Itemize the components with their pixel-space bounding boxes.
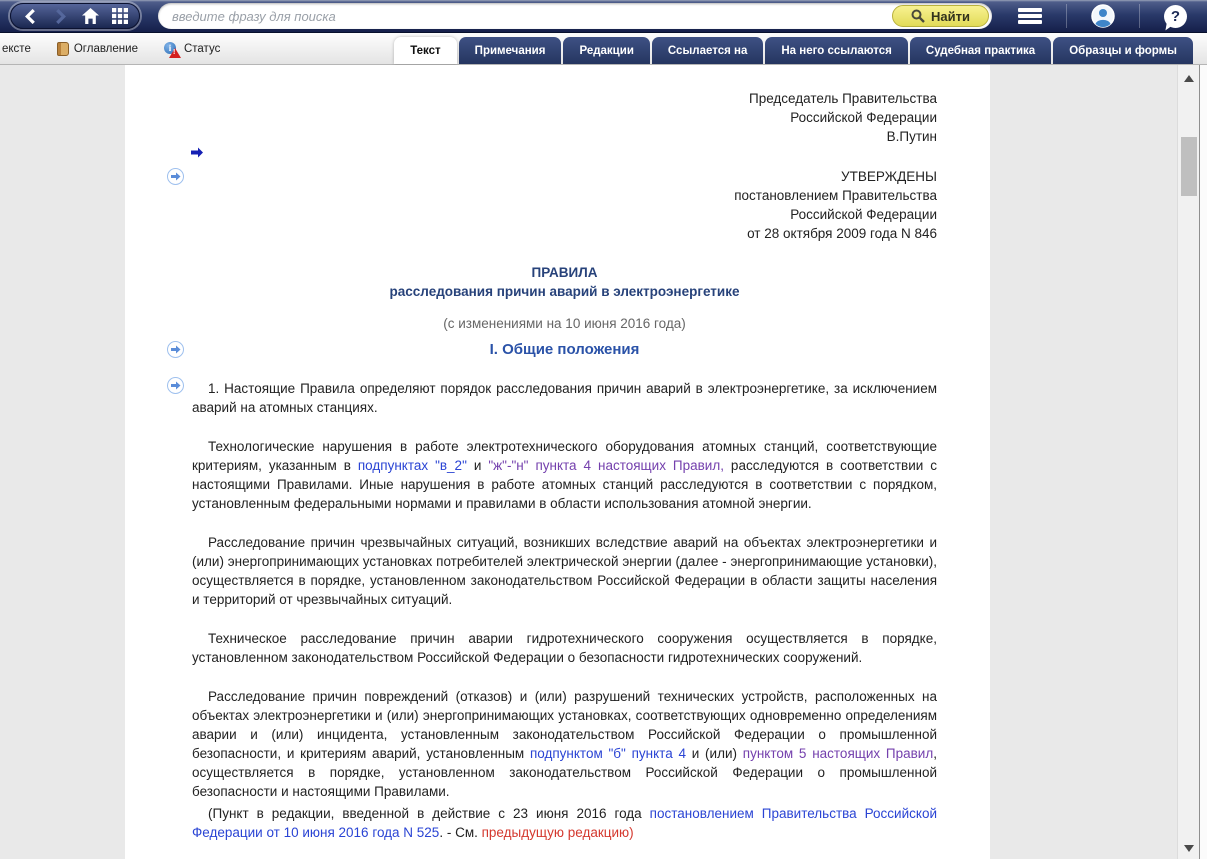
document-link[interactable]: подпунктах "в_2" [357, 458, 467, 473]
document-text: Расследование причин чрезвычайных ситуаций, возникших вследствие аварий на объектах электроэнергетики и (или) энергопринимающих установках потребителей электрической энергии (далее - энергопринимающие установки), осуществляется в порядке, установленном законодательством Российской Федерации в области защиты населения и территорий от чрезвычайных ситуаций. [192, 535, 937, 607]
document-link[interactable]: постановлением Правительства Российской Федерации от 10 июня 2016 года N 525 [192, 806, 937, 840]
home-button[interactable] [81, 8, 99, 24]
help-icon: ? [1164, 5, 1187, 28]
help-button[interactable] [1164, 5, 1187, 28]
grid-icon [112, 8, 128, 24]
document-paragraph [192, 533, 937, 609]
search-icon [911, 9, 925, 23]
signature-line: Председатель Правительства [749, 91, 937, 106]
menu-button[interactable] [1018, 8, 1042, 24]
document-tab-0[interactable]: Текст [394, 37, 456, 64]
find-button-label: Найти [931, 8, 970, 24]
document-link[interactable]: "ж"-"н" пункта 4 настоящих Правил, [488, 458, 724, 473]
document-text: и [466, 458, 489, 473]
document-text: . - См. [439, 825, 482, 840]
approved-line: от 28 октября 2009 года N 846 [747, 226, 937, 241]
triangle-up-icon [1184, 75, 1194, 82]
toc-item[interactable] [57, 42, 138, 56]
scrollbar-thumb[interactable] [1181, 137, 1197, 196]
document-text: (Пункт в редакции, введенной в действие с 23 июня 2016 года [208, 806, 650, 821]
document-title-line2: расследования причин аварий в электроэнергетике [389, 284, 740, 299]
status-warning-icon: i ! [164, 42, 179, 56]
signature-block [192, 89, 937, 146]
document-tab-1[interactable]: Примечания [459, 37, 562, 64]
signature-line: Российской Федерации [790, 110, 937, 125]
document-paragraph [192, 629, 937, 667]
document-link[interactable]: предыдущую редакцию) [481, 825, 634, 840]
approved-line: УТВЕРЖДЕНЫ [841, 169, 937, 184]
user-icon [1091, 4, 1115, 28]
chevron-left-icon [25, 9, 36, 24]
document-tools [0, 42, 220, 56]
toolbar-divider [1139, 4, 1140, 28]
document-title [192, 263, 937, 301]
document-tab-3[interactable]: Ссылается на [652, 37, 763, 64]
document-link[interactable]: пунктом 5 настоящих Правил [742, 746, 934, 761]
book-icon [57, 42, 69, 56]
bookmark-arrow-icon[interactable] [190, 146, 204, 159]
approved-line: постановлением Правительства [734, 188, 937, 203]
search-input[interactable] [172, 9, 892, 24]
status-label: Статус [183, 42, 221, 55]
secondary-toolbar [0, 33, 1207, 65]
document-page [125, 65, 990, 859]
top-toolbar [0, 0, 1207, 33]
home-icon [82, 8, 99, 24]
document-title-line1: ПРАВИЛА [531, 265, 598, 280]
search-in-text-item[interactable] [2, 43, 31, 55]
signature-line: В.Путин [886, 129, 937, 144]
document-tab-4[interactable]: На него ссылаются [765, 37, 908, 64]
document-text: Технологические нарушения в работе электротехнического оборудования атомных станций, соответствующие критериям, указанным в [192, 439, 937, 473]
forward-button[interactable] [51, 8, 69, 24]
document-tabs [394, 33, 1193, 64]
triangle-down-icon [1184, 845, 1194, 852]
document-text: Техническое расследование причин аварии гидротехнического сооружения осуществляется в порядке, установленном законодательством Российской Федерации о безопасности гидротехнических сооружений. [192, 631, 937, 665]
document-text: , осуществляется в порядке, установленном законодательством Российской Федерации о промышленной безопасности и настоящими Правилами. [192, 746, 937, 799]
document-paragraph [192, 804, 937, 842]
status-item[interactable] [164, 42, 220, 56]
user-button[interactable] [1091, 4, 1115, 28]
approved-block [192, 167, 937, 243]
anchor-arrow-icon[interactable] [167, 341, 184, 358]
amendment-note: (с изменениями на 10 июня 2016 года) [443, 316, 686, 331]
scroll-down-button[interactable] [1178, 839, 1199, 857]
document-link[interactable]: подпунктом "б" пункта 4 [529, 746, 686, 761]
find-button[interactable] [892, 5, 989, 27]
toolbar-right-group [1008, 0, 1197, 32]
document-text: и (или) [685, 746, 743, 761]
section-heading: I. Общие положения [489, 341, 640, 358]
anchor-arrow-icon[interactable] [167, 377, 184, 394]
back-button[interactable] [21, 8, 39, 24]
apps-grid-button[interactable] [111, 8, 129, 24]
document-text: 1. Настоящие Правила определяют порядок расследования причин аварий в электроэнергетике, за исключением аварий на атомных станциях. [192, 381, 937, 415]
document-text: расследуются в соответствии с настоящими Правилами. Иные нарушения в работе атомных станций расследуются в соответствии с порядком, установленным федеральными нормами и правилами в области использования атомной энергии. [192, 458, 937, 511]
document-paragraph [192, 379, 937, 417]
scroll-up-button[interactable] [1178, 69, 1199, 87]
nav-button-group [10, 3, 140, 29]
document-paragraphs [192, 379, 937, 842]
document-paragraph [192, 437, 937, 513]
document-tab-2[interactable]: Редакции [563, 37, 649, 64]
search-bar [158, 3, 992, 29]
document-area [0, 65, 1207, 859]
vertical-scrollbar[interactable] [1177, 65, 1199, 859]
anchor-arrow-icon[interactable] [167, 168, 184, 185]
document-text: Расследование причин повреждений (отказов) и (или) разрушений технических устройств, расположенных на объектах электроэнергетики и (или) энергопринимающих установках, соответствующих одновременно определениям аварии и (или) инцидента, установленным законодательством Российской Федерации о промышленной безопасности, и критериям аварий, установленным [192, 689, 937, 761]
search-in-text-label: ексте [2, 42, 31, 55]
document-tab-5[interactable]: Судебная практика [910, 37, 1051, 64]
toc-label: Оглавление [73, 42, 138, 55]
toolbar-divider [1066, 4, 1067, 28]
approved-line: Российской Федерации [790, 207, 937, 222]
document-paragraph [192, 687, 937, 801]
window-edge [1199, 65, 1207, 859]
chevron-right-icon [55, 9, 66, 24]
document-tab-6[interactable]: Образцы и формы [1053, 37, 1193, 64]
